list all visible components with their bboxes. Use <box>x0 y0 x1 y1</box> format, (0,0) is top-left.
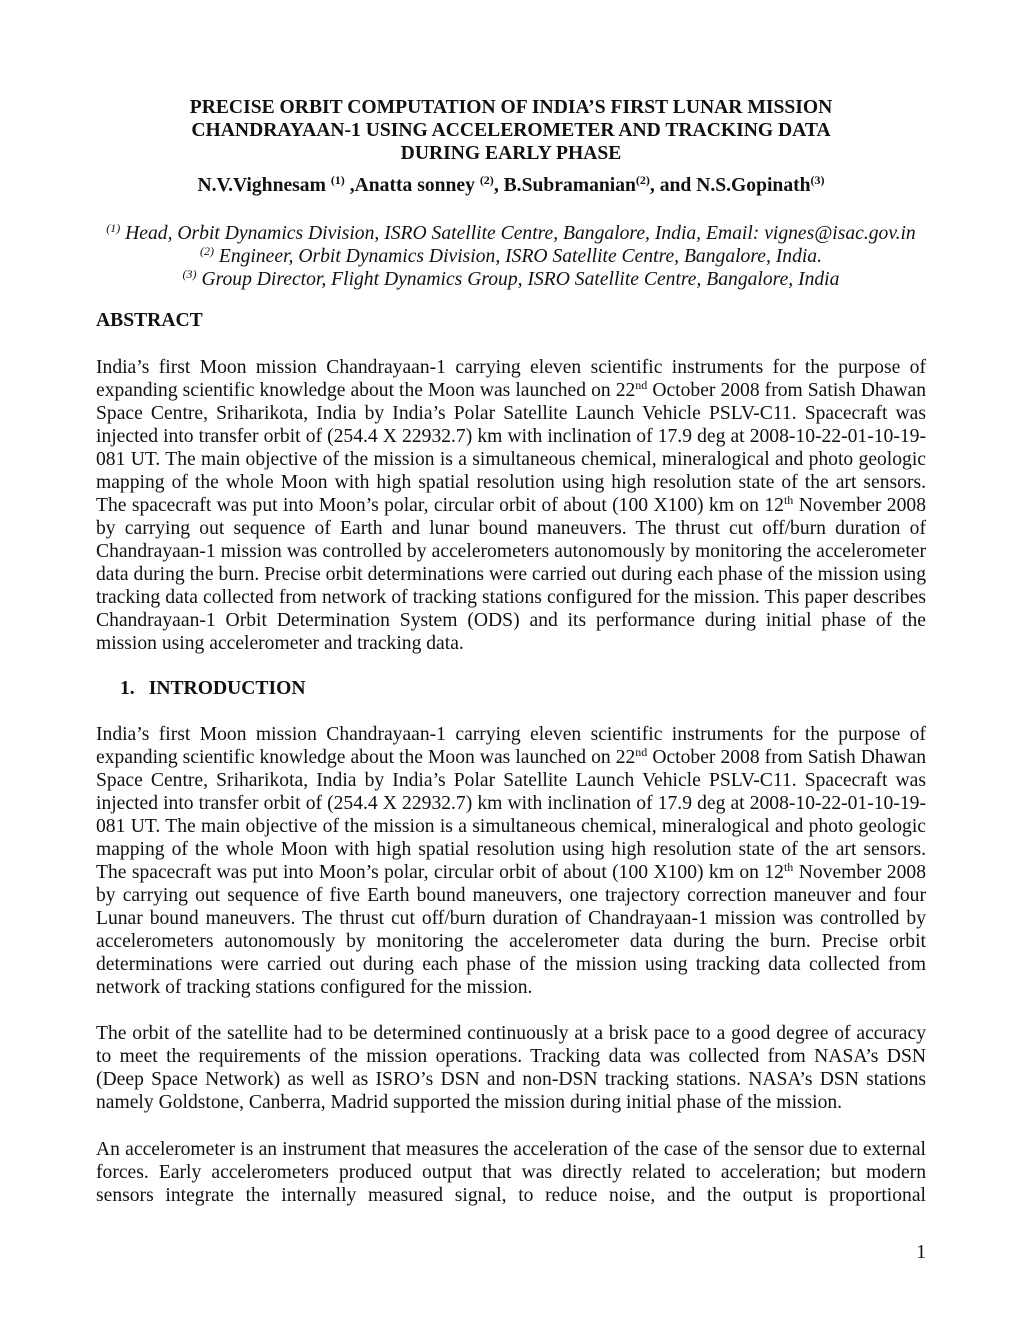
title-line: DURING EARLY PHASE <box>400 143 622 164</box>
affiliation-text: Group Director, Flight Dynamics Group, ISRO Satellite Centre, Bangalore, India <box>196 269 840 290</box>
affiliation <box>86 268 936 291</box>
author-list <box>96 174 926 197</box>
section-heading-introduction <box>120 677 950 700</box>
author-affiliation-mark: (3) <box>810 173 825 187</box>
ordinal-suffix: nd <box>635 378 648 392</box>
text: November 2008 by carrying out sequence of five Earth bound maneuvers, one trajectory correction maneuver and four Lunar bound maneuvers. The thrust cut off/burn duration of Chandrayaan-1 mission was controlled by accelerometers autonomously by monitoring the accelerometer data during the burn. Precise orbit determinations were carried out during each phase of the mission using tracking data collected from network of tracking stations configured for the mission. <box>96 862 926 998</box>
affiliation-mark: (2) <box>199 244 214 258</box>
text: November 2008 by carrying out sequence of Earth and lunar bound maneuvers. The thrust cut off/burn duration of Chandrayaan-1 mission was controlled by accelerometers autonomously by monitoring the accelerometer data during the burn. Precise orbit determinations were carried out during each phase of the mission using tracking data collected from network of tracking stations configured for the mission. This paper describes Chandrayaan-1 Orbit Determination System (ODS) and its performance during initial phase of the mission using accelerometer and tracking data. <box>96 495 926 654</box>
intro-paragraph-1 <box>96 723 926 999</box>
ordinal-suffix: th <box>783 493 794 507</box>
abstract-heading: ABSTRACT <box>96 310 203 331</box>
ordinal-suffix: nd <box>635 745 648 759</box>
section-title: INTRODUCTION <box>148 678 306 699</box>
author-name: N.V.Vighnesam <box>197 175 331 196</box>
affiliation <box>86 245 936 268</box>
text: October 2008 from Satish Dhawan Space Centre, Sriharikota, India by India’s Polar Satellite Launch Vehicle PSLV-C11. Spacecraft was injected into transfer orbit of (254.4 X 22932.7) km with inclination of 17.9 deg at 2008-10-22-01-10-19-081 UT. The main objective of the mission is a simultaneous chemical, mineralogical and photo geologic mapping of the whole Moon with high spatial resolution using high resolution state of the art sensors. The spacecraft was put into Moon’s polar, circular orbit of about (100 X100) km on 12 <box>96 380 926 516</box>
title-line: PRECISE ORBIT COMPUTATION OF INDIA’S FIRST LUNAR MISSION <box>189 97 833 118</box>
author-affiliation-mark: (2) <box>635 173 650 187</box>
affiliation-mark: (1) <box>106 221 121 235</box>
affiliation-text: Engineer, Orbit Dynamics Division, ISRO Satellite Centre, Bangalore, India. <box>213 246 823 267</box>
author-affiliation-mark: (2) <box>479 173 494 187</box>
intro-paragraph-2: The orbit of the satellite had to be determined continuously at a brisk pace to a good degree of accuracy to meet the requirements of the mission operations. Tracking data was collected from NASA’s DSN (Deep Space Network) as well as ISRO’s DSN and non-DSN tracking stations. NASA’s DSN stations namely Goldstone, Canberra, Madrid supported the mission during initial phase of the mission. <box>96 1023 926 1113</box>
title-line: CHANDRAYAAN-1 USING ACCELEROMETER AND TRACKING DATA <box>191 120 831 141</box>
affiliation-mark: (3) <box>182 267 197 281</box>
author-name: , and N.S.Gopinath <box>649 175 811 196</box>
text: India’s first Moon mission Chandrayaan-1 carrying eleven scientific instruments for the purpose of expanding scientific knowledge about the Moon was launched on 22 <box>96 724 926 768</box>
author-name: , B.Subramanian <box>493 175 636 196</box>
affiliation-text: Head, Orbit Dynamics Division, ISRO Satellite Centre, Bangalore, India, Email: vignes@isac.gov.in <box>120 223 916 244</box>
abstract-paragraph <box>96 356 926 655</box>
text: October 2008 from Satish Dhawan Space Centre, Sriharikota, India by India’s Polar Satellite Launch Vehicle PSLV-C11. Spacecraft was injected into transfer orbit of (254.4 X 22932.7) km with inclination of 17.9 deg at 2008-10-22-01-10-19-081 UT. The main objective of the mission is a simultaneous chemical, mineralogical and photo geologic mapping of the whole Moon with high spatial resolution using high resolution state of the art sensors. The spacecraft was put into Moon’s polar, circular orbit of about (100 X100) km on 12 <box>96 747 926 883</box>
text: India’s first Moon mission Chandrayaan-1 carrying eleven scientific instruments for the purpose of expanding scientific knowledge about the Moon was launched on 22 <box>96 357 926 401</box>
ordinal-suffix: th <box>783 860 794 874</box>
page-number: 1 <box>916 1242 926 1263</box>
section-number: 1. <box>120 678 135 699</box>
affiliation <box>86 222 936 245</box>
affiliations <box>86 222 936 291</box>
intro-paragraph-3: An accelerometer is an instrument that measures the acceleration of the case of the sensor due to external forces. Early accelerometers produced output that was directly related to acceleration; but modern sensors integrate the internally measured signal, to reduce noise, and the output is proportional <box>96 1139 926 1206</box>
paper-title <box>96 96 926 165</box>
author-affiliation-mark: (1) <box>330 173 345 187</box>
author-name: ,Anatta sonney <box>344 175 480 196</box>
